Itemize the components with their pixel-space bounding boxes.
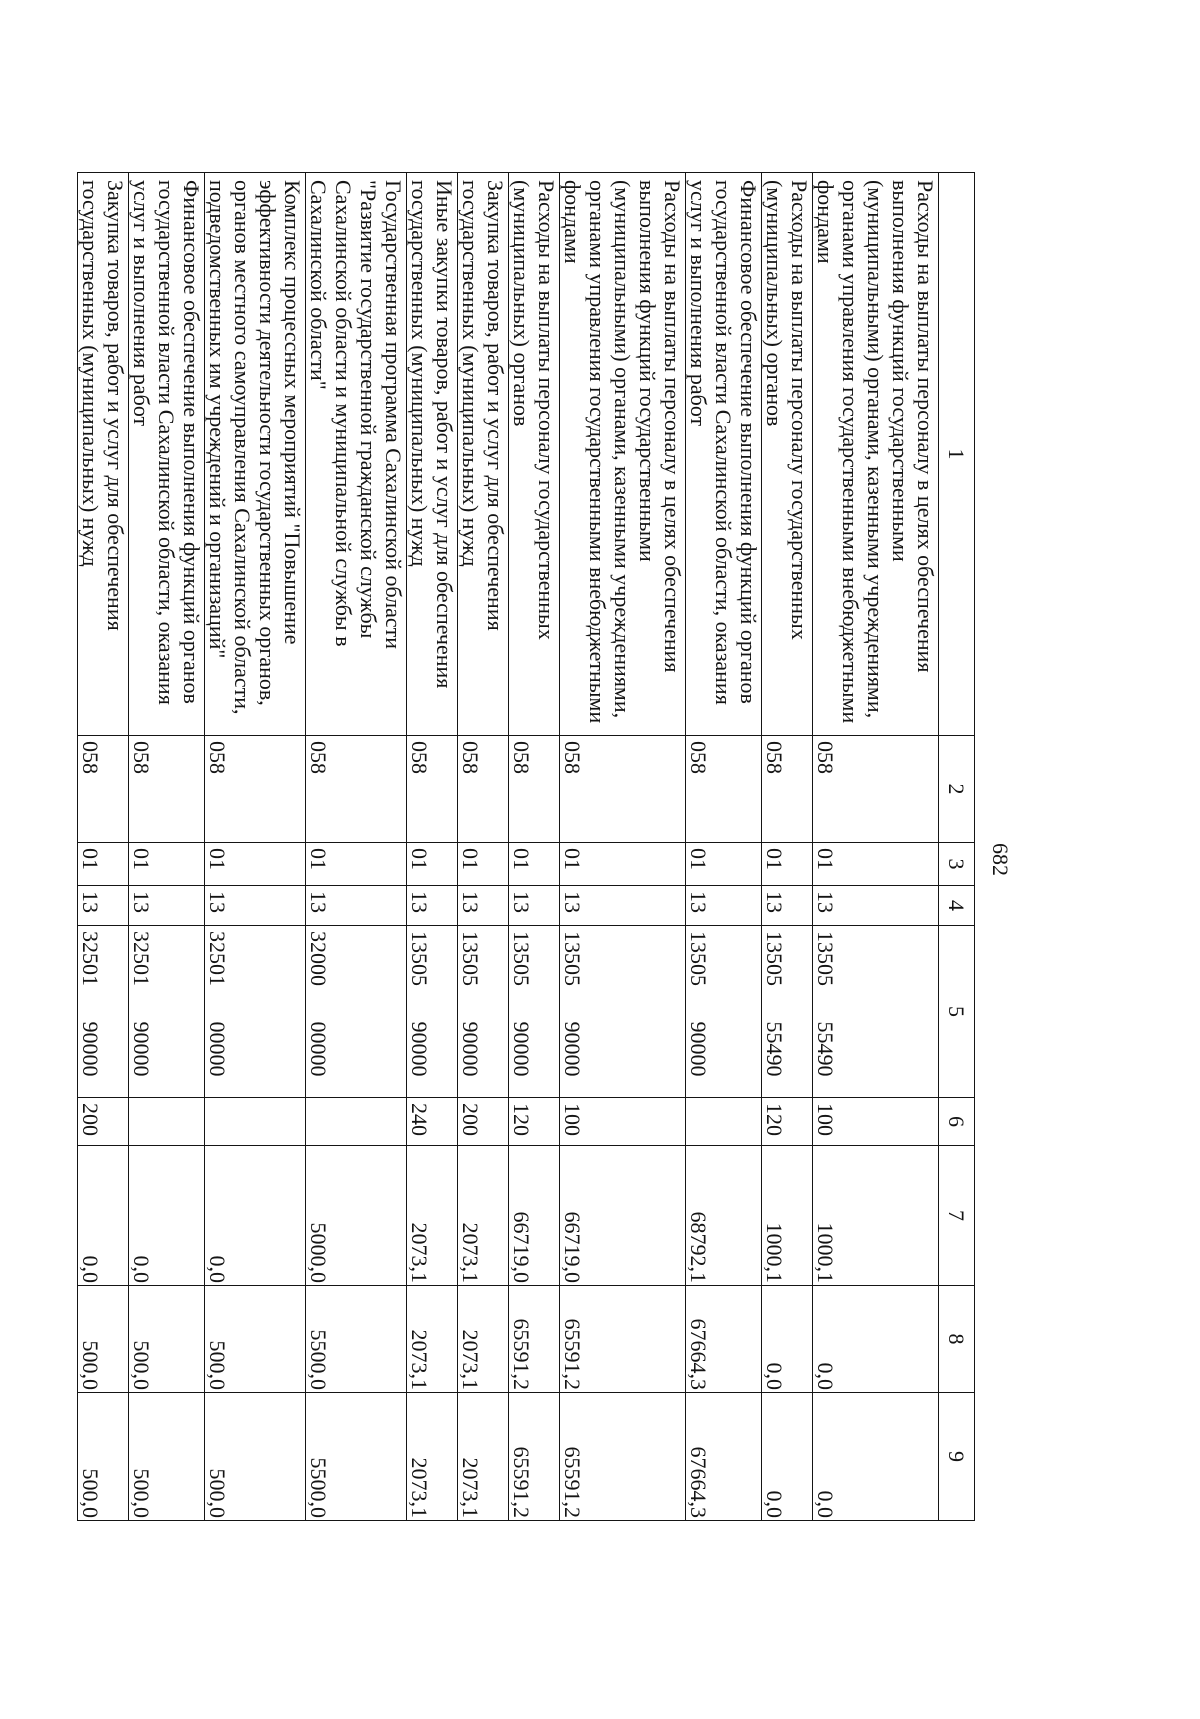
- description-line: Комплекс процессных мероприятий "Повышение: [280, 180, 305, 645]
- budget-table: [77, 172, 975, 1521]
- target-article-cell: 32000 00000: [306, 926, 407, 1098]
- amount-col-8-cell: 0,0: [813, 1286, 939, 1393]
- description-line: услуг и выполнения работ: [686, 180, 711, 427]
- description-line: Закупка товаров, работ и услуг для обеспечения: [483, 180, 508, 631]
- header-col-7: 7: [939, 1146, 975, 1286]
- amount-col-7-cell: 1000,1: [813, 1146, 939, 1286]
- description-line: государственных (муниципальных) нужд: [407, 180, 432, 567]
- subsection-code-cell: 13: [560, 886, 686, 926]
- subsection-code-cell: 13: [813, 886, 939, 926]
- section-code-cell: 01: [205, 843, 306, 886]
- target-article-cell: 13505 90000: [560, 926, 686, 1098]
- expense-type-cell: 100: [560, 1098, 686, 1146]
- amount-col-7-cell: 0,0: [205, 1146, 306, 1286]
- description-line: Государственная программа Сахалинской области: [381, 180, 406, 650]
- amount-col-9-cell: 65591,2: [560, 1393, 686, 1521]
- table-row: [762, 173, 813, 1521]
- table-row: [407, 173, 458, 1521]
- target-article-cell: 32501 00000: [205, 926, 306, 1098]
- expense-type-cell: 200: [78, 1098, 129, 1146]
- ministry-code-cell: 058: [686, 736, 762, 843]
- amount-col-8-cell: 500,0: [205, 1286, 306, 1393]
- expense-type-cell: 240: [407, 1098, 458, 1146]
- header-col-9: 9: [939, 1393, 975, 1521]
- section-code-cell: 01: [306, 843, 407, 886]
- amount-col-8-cell: 2073,1: [458, 1286, 509, 1393]
- row-description: [509, 173, 560, 736]
- table-row: [509, 173, 560, 1521]
- amount-col-9-cell: 500,0: [205, 1393, 306, 1521]
- description-line: фондами: [813, 180, 838, 264]
- description-line: Расходы на выплаты персоналу в целях обеспечения: [913, 180, 938, 673]
- description-line: выполнения функций государственными: [888, 180, 913, 562]
- row-description: [407, 173, 458, 736]
- section-code-cell: 01: [129, 843, 205, 886]
- description-line: эффективности деятельности государственных органов,: [255, 180, 280, 706]
- table-row: [306, 173, 407, 1521]
- subsection-code-cell: 13: [509, 886, 560, 926]
- target-article-cell: 13505 90000: [458, 926, 509, 1098]
- description-line: органами управления государственными внебюджетными: [585, 180, 610, 724]
- description-line: (муниципальными) органами, казенными учреждениями,: [863, 180, 888, 719]
- section-code-cell: 01: [509, 843, 560, 886]
- amount-col-9-cell: 5500,0: [306, 1393, 407, 1521]
- amount-col-8-cell: 65591,2: [509, 1286, 560, 1393]
- amount-col-8-cell: 67664,3: [686, 1286, 762, 1393]
- table-row: [813, 173, 939, 1521]
- amount-col-8-cell: 500,0: [78, 1286, 129, 1393]
- amount-col-9-cell: 2073,1: [407, 1393, 458, 1521]
- ministry-code-cell: 058: [813, 736, 939, 843]
- amount-col-7-cell: 68792,1: [686, 1146, 762, 1286]
- amount-col-7-cell: 0,0: [78, 1146, 129, 1286]
- row-description: [78, 173, 129, 736]
- description-line: Расходы на выплаты персоналу в целях обеспечения: [660, 180, 685, 673]
- target-article-cell: 13505 55490: [813, 926, 939, 1098]
- header-col-1: 1: [939, 173, 975, 736]
- header-col-8: 8: [939, 1286, 975, 1393]
- subsection-code-cell: 13: [407, 886, 458, 926]
- section-code-cell: 01: [458, 843, 509, 886]
- amount-col-7-cell: 1000,1: [762, 1146, 813, 1286]
- description-line: фондами: [560, 180, 585, 264]
- amount-col-9-cell: 500,0: [129, 1393, 205, 1521]
- section-code-cell: 01: [407, 843, 458, 886]
- description-line: Финансовое обеспечение выполнения функций органов: [179, 180, 204, 704]
- amount-col-7-cell: 66719,0: [560, 1146, 686, 1286]
- ministry-code-cell: 058: [129, 736, 205, 843]
- description-line: государственных (муниципальных) нужд: [78, 180, 103, 567]
- header-col-4: 4: [939, 886, 975, 926]
- description-line: Сахалинской области": [306, 180, 331, 390]
- subsection-code-cell: 13: [129, 886, 205, 926]
- amount-col-8-cell: 2073,1: [407, 1286, 458, 1393]
- ministry-code-cell: 058: [509, 736, 560, 843]
- target-article-cell: 32501 90000: [78, 926, 129, 1098]
- table-row: [560, 173, 686, 1521]
- target-article-cell: 13505 90000: [407, 926, 458, 1098]
- description-line: Финансовое обеспечение выполнения функций органов: [736, 180, 761, 704]
- amount-col-9-cell: 65591,2: [509, 1393, 560, 1521]
- table-row: [458, 173, 509, 1521]
- description-line: подведомственных им учреждений и организаций": [205, 180, 230, 659]
- ministry-code-cell: 058: [78, 736, 129, 843]
- expense-type-cell: [306, 1098, 407, 1146]
- amount-col-8-cell: 500,0: [129, 1286, 205, 1393]
- amount-col-7-cell: 5000,0: [306, 1146, 407, 1286]
- description-line: услуг и выполнения работ: [129, 180, 154, 427]
- amount-col-9-cell: 500,0: [78, 1393, 129, 1521]
- ministry-code-cell: 058: [458, 736, 509, 843]
- table-row: [78, 173, 129, 1521]
- section-code-cell: 01: [78, 843, 129, 886]
- header-row: [939, 173, 975, 1521]
- amount-col-7-cell: 0,0: [129, 1146, 205, 1286]
- subsection-code-cell: 13: [458, 886, 509, 926]
- ministry-code-cell: 058: [560, 736, 686, 843]
- subsection-code-cell: 13: [762, 886, 813, 926]
- target-article-cell: 13505 90000: [686, 926, 762, 1098]
- expense-type-cell: [205, 1098, 306, 1146]
- row-description: [813, 173, 939, 736]
- header-col-2: 2: [939, 736, 975, 843]
- description-line: государственных (муниципальных) нужд: [458, 180, 483, 567]
- amount-col-7-cell: 2073,1: [407, 1146, 458, 1286]
- subsection-code-cell: 13: [205, 886, 306, 926]
- amount-col-8-cell: 0,0: [762, 1286, 813, 1393]
- target-article-cell: 32501 90000: [129, 926, 205, 1098]
- description-line: Расходы на выплаты персоналу государственных: [534, 180, 559, 640]
- amount-col-7-cell: 2073,1: [458, 1146, 509, 1286]
- page-number: 682: [988, 843, 1013, 876]
- ministry-code-cell: 058: [407, 736, 458, 843]
- subsection-code-cell: 13: [78, 886, 129, 926]
- amount-col-8-cell: 5500,0: [306, 1286, 407, 1393]
- amount-col-9-cell: 0,0: [762, 1393, 813, 1521]
- ministry-code-cell: 058: [205, 736, 306, 843]
- description-line: Расходы на выплаты персоналу государственных: [787, 180, 812, 640]
- description-line: Иные закупки товаров, работ и услуг для обеспечения: [432, 180, 457, 689]
- ministry-code-cell: 058: [306, 736, 407, 843]
- description-line: органами управления государственными внебюджетными: [838, 180, 863, 724]
- table-body: [78, 173, 939, 1521]
- section-code-cell: 01: [560, 843, 686, 886]
- description-line: (муниципальных) органов: [762, 180, 787, 427]
- description-line: (муниципальными) органами, казенными учреждениями,: [610, 180, 635, 719]
- target-article-cell: 13505 55490: [762, 926, 813, 1098]
- row-description: [686, 173, 762, 736]
- amount-col-9-cell: 67664,3: [686, 1393, 762, 1521]
- description-line: "Развитие государственной гражданской службы: [356, 180, 381, 639]
- expense-type-cell: [686, 1098, 762, 1146]
- subsection-code-cell: 13: [686, 886, 762, 926]
- expense-type-cell: 120: [509, 1098, 560, 1146]
- description-line: государственной власти Сахалинской области, оказания: [711, 180, 736, 705]
- row-description: [560, 173, 686, 736]
- header-col-6: 6: [939, 1098, 975, 1146]
- header-col-5: 5: [939, 926, 975, 1098]
- table-row: [686, 173, 762, 1521]
- row-description: [205, 173, 306, 736]
- amount-col-9-cell: 2073,1: [458, 1393, 509, 1521]
- amount-col-9-cell: 0,0: [813, 1393, 939, 1521]
- expense-type-cell: 200: [458, 1098, 509, 1146]
- expense-type-cell: 120: [762, 1098, 813, 1146]
- description-line: Сахалинской области и муниципальной службы в: [331, 180, 356, 647]
- row-description: [129, 173, 205, 736]
- header-col-3: 3: [939, 843, 975, 886]
- target-article-cell: 13505 90000: [509, 926, 560, 1098]
- description-line: органов местного самоуправления Сахалинской области,: [230, 180, 255, 715]
- ministry-code-cell: 058: [762, 736, 813, 843]
- description-line: Закупка товаров, работ и услуг для обеспечения: [103, 180, 128, 631]
- table-row: [205, 173, 306, 1521]
- table-row: [129, 173, 205, 1521]
- section-code-cell: 01: [762, 843, 813, 886]
- description-line: (муниципальных) органов: [509, 180, 534, 427]
- expense-type-cell: [129, 1098, 205, 1146]
- row-description: [306, 173, 407, 736]
- amount-col-8-cell: 65591,2: [560, 1286, 686, 1393]
- description-line: выполнения функций государственными: [635, 180, 660, 562]
- description-line: государственной власти Сахалинской области, оказания: [154, 180, 179, 705]
- amount-col-7-cell: 66719,0: [509, 1146, 560, 1286]
- row-description: [762, 173, 813, 736]
- section-code-cell: 01: [686, 843, 762, 886]
- expense-type-cell: 100: [813, 1098, 939, 1146]
- section-code-cell: 01: [813, 843, 939, 886]
- subsection-code-cell: 13: [306, 886, 407, 926]
- row-description: [458, 173, 509, 736]
